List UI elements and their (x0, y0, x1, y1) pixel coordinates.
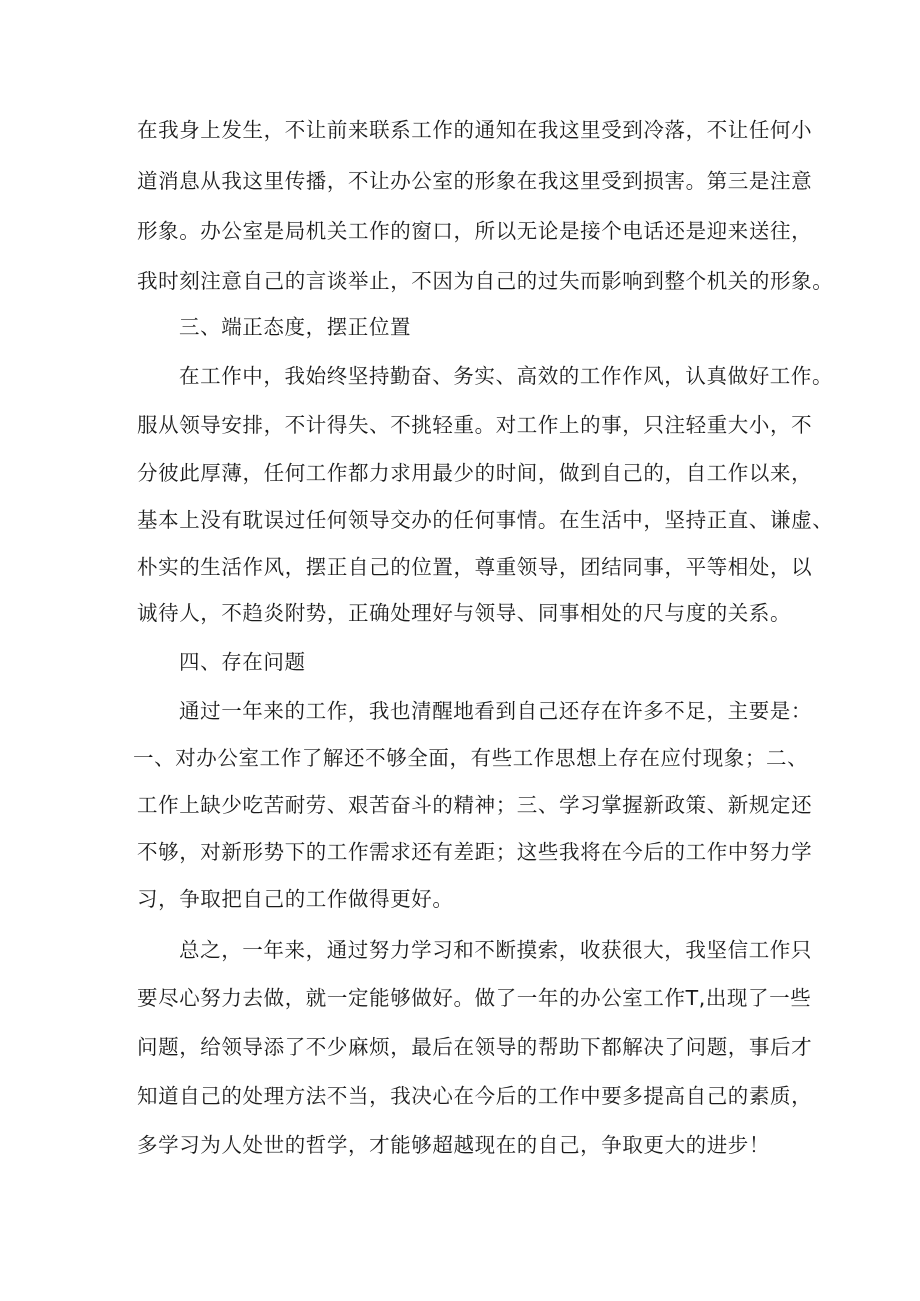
text-line: 在工作中，我始终坚持勤奋、务实、高效的工作作风，认真做好工作。 (179, 364, 834, 388)
text-line: 一、对办公室工作了解还不够全面，有些工作思想上存在应付现象；二、 (133, 746, 809, 770)
text-line: 通过一年来的工作，我也清醒地看到自己还存在许多不足，主要是： (179, 699, 812, 723)
section-heading: 四、存在问题 (179, 650, 306, 674)
text-line: 服从领导安排，不计得失、不挑轻重。对工作上的事，只注轻重大小，不 (137, 413, 813, 437)
text-line: 朴实的生活作风，摆正自己的位置，尊重领导，团结同事，平等相处，以 (137, 555, 813, 579)
text-line: 问题，给领导添了不少麻烦，最后在领导的帮助下都解决了问题，事后才 (137, 1035, 813, 1059)
text-line: 多学习为人处世的哲学，才能够超越现在的自己，争取更大的进步！ (137, 1133, 770, 1157)
text-line: 分彼此厚薄，任何工作都力求用最少的时间，做到自己的，自工作以来， (137, 461, 813, 485)
section-heading: 三、端正态度，摆正位置 (179, 315, 412, 339)
text-line: 在我身上发生，不让前来联系工作的通知在我这里受到冷落，不让任何小 (137, 118, 813, 142)
text-line: 形象。办公室是局机关工作的窗口，所以无论是接个电话还是迎来送往， (137, 219, 813, 243)
text-line: 总之，一年来，通过努力学习和不断摸索，收获很大，我坚信工作只 (179, 938, 812, 962)
text-line: 道消息从我这里传播，不让办公室的形象在我这里受到损害。第三是注意 (137, 169, 813, 193)
text-line: 工作上缺少吃苦耐劳、艰苦奋斗的精神；三、学习掌握新政策、新规定还 (137, 793, 813, 817)
text-line: 习，争取把自己的工作做得更好。 (137, 887, 454, 911)
text-line: 知道自己的处理方法不当，我决心在今后的工作中要多提高自己的素质， (137, 1084, 813, 1108)
text-line: 基本上没有耽误过任何领导交办的任何事情。在生活中，坚持正直、谦虚、 (137, 508, 834, 532)
text-line: 要尽心努力去做，就一定能够做好。做了一年的办公室工作T,出现了一些 (137, 986, 812, 1010)
text-line: 我时刻注意自己的言谈举止，不因为自己的过失而影响到整个机关的形象。 (137, 269, 834, 293)
text-line: 不够，对新形势下的工作需求还有差距；这些我将在今后的工作中努力学 (137, 840, 813, 864)
text-line: 诚待人，不趋炎附势，正确处理好与领导、同事相处的尺与度的关系。 (137, 601, 792, 625)
